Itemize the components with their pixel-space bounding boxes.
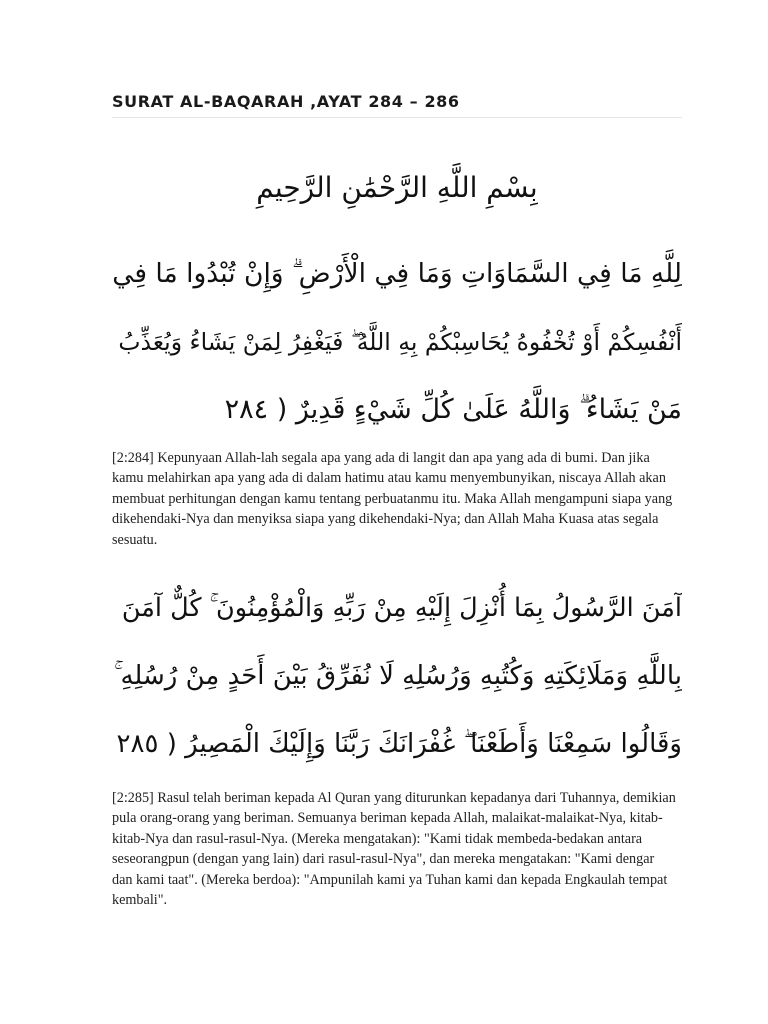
ayah-285-translation: [2:285] Rasul telah beriman kepada Al Quran yang diturunkan kepadanya dari Tuhannya, demikian pula orang-orang yang beriman. Semuanya beriman kepada Allah, malaikat-malaikat-Nya, kitab-kitab-Nya dan rasul-rasul-Nya. (Mereka mengatakan): "Kami tidak membeda-bedakan antara seseorangpun (dengan yang lain) dari rasul-rasul-Nya", dan mereka mengatakan: "Kami dengar dan kami taat". (Mereka berdoa): "Ampunilah kami ya Tuhan kami dan kepada Engkaulah tempat kembali". <box>112 790 676 909</box>
ayah-284-line-3: مَنْ يَشَاءُ ۗ وَاللَّهُ عَلَىٰ كُلِّ شَيْءٍ قَدِيرٌ ( ٢٨٤ <box>224 394 682 425</box>
ayah-285-line-3: وَقَالُوا سَمِعْنَا وَأَطَعْنَا ۖ غُفْرَانَكَ رَبَّنَا وَإِلَيْكَ الْمَصِيرُ ( ٢٨٥ <box>116 729 682 759</box>
ayah-284-line-1: لِلَّهِ مَا فِي السَّمَاوَاتِ وَمَا فِي الْأَرْضِ ۗ وَإِنْ تُبْدُوا مَا فِي <box>112 258 682 289</box>
page-title: SURAT AL-BAQARAH ,AYAT 284 – 286 <box>112 92 682 118</box>
ayah-284-arabic <box>112 240 682 444</box>
ayah-285-arabic <box>112 574 682 778</box>
ayah-284-translation: [2:284] Kepunyaan Allah-lah segala apa yang ada di langit dan apa yang ada di bumi. Dan jika kamu melahirkan apa yang ada di dalam hatimu atau kamu menyembunyikan, niscaya Allah akan membuat perhitungan dengan kamu tentang perbuatanmu itu. Maka Allah mengampuni siapa yang dikehendaki-Nya dan menyiksa siapa yang dikehendaki-Nya; dan Allah Maha Kuasa atas segala sesuatu. <box>112 450 673 548</box>
ayah-285-line-2: بِاللَّهِ وَمَلَائِكَتِهِ وَكُتُبِهِ وَرُسُلِهِ لَا نُفَرِّقُ بَيْنَ أَحَدٍ مِنْ رُسُلِهِ ۚ <box>113 661 682 691</box>
ayah-285-line-1: آمَنَ الرَّسُولُ بِمَا أُنْزِلَ إِلَيْهِ مِنْ رَبِّهِ وَالْمُؤْمِنُونَ ۚ كُلٌّ آمَنَ <box>121 593 682 623</box>
bismillah-text: بِسْمِ اللَّهِ الرَّحْمَٰنِ الرَّحِيمِ <box>256 171 538 204</box>
ayah-284-line-2: أَنْفُسِكُمْ أَوْ تُخْفُوهُ يُحَاسِبْكُمْ بِهِ اللَّهُ ۖ فَيَغْفِرُ لِمَنْ يَشَاءُ وَيُعَذِّبُ <box>118 328 682 356</box>
